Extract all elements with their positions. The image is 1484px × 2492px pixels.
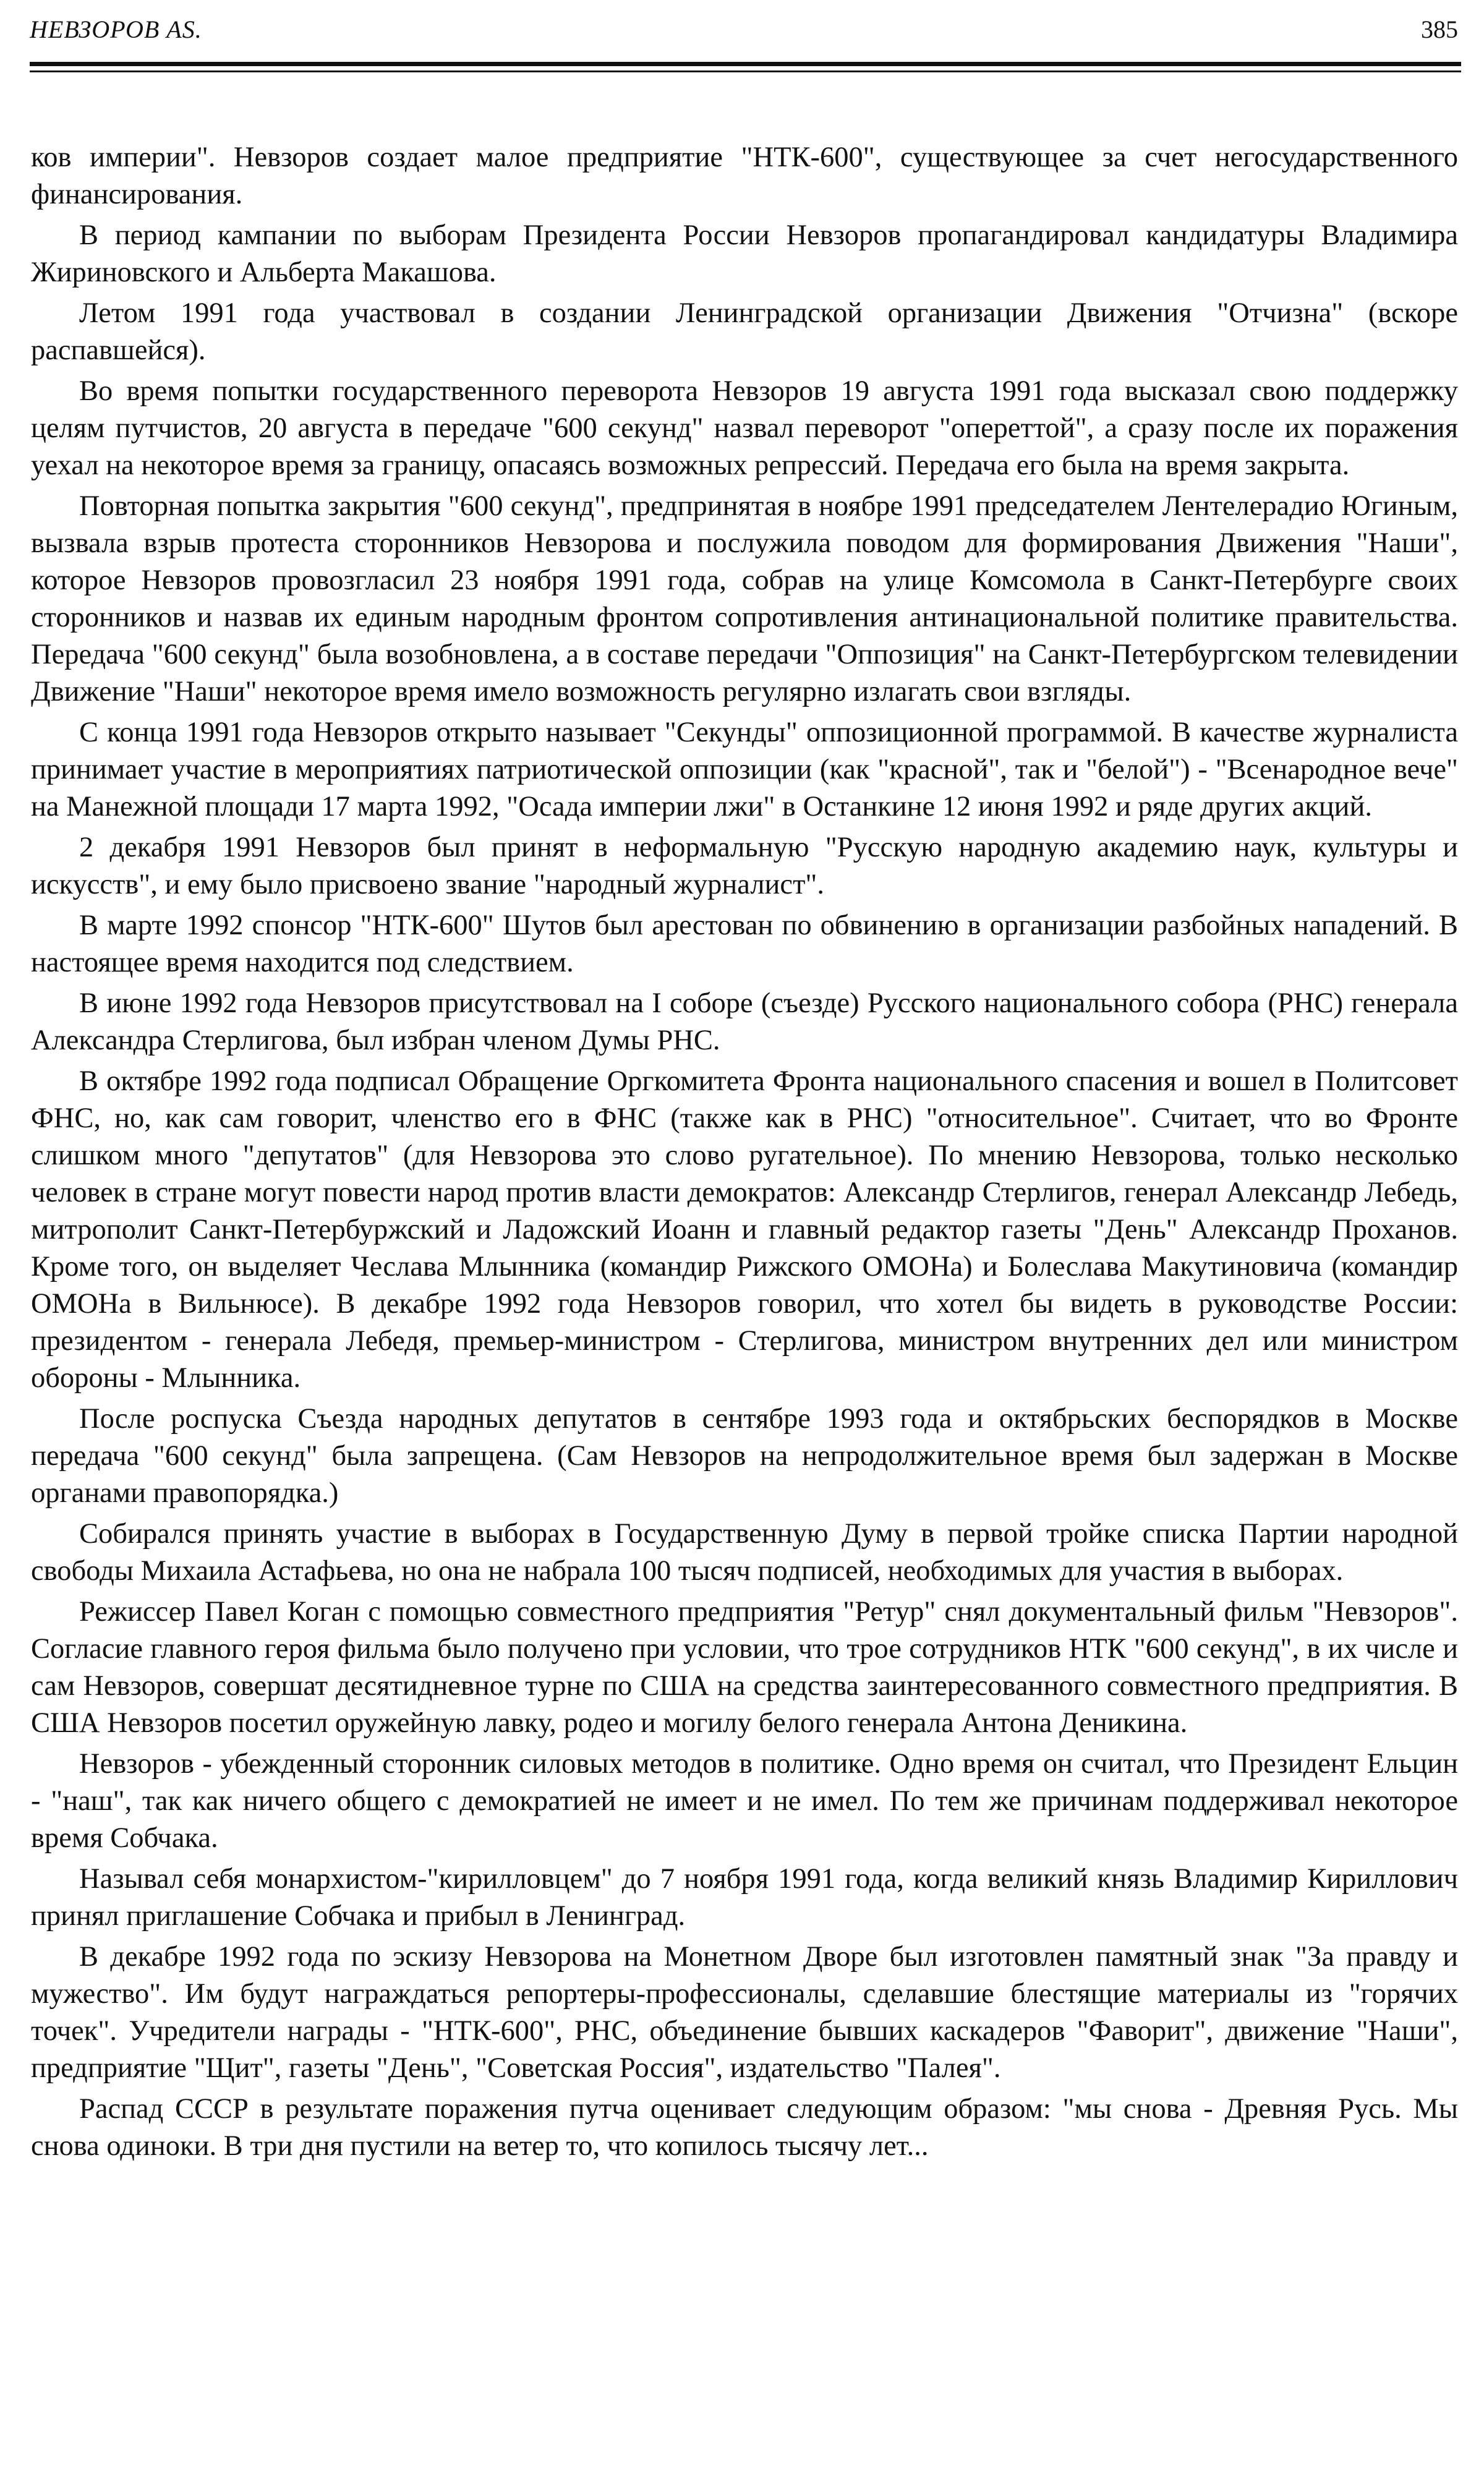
- paragraph: В июне 1992 года Невзоров присутствовал на I соборе (съезде) Русского национального собора (РНС) генерала Александра Стерлигова, был избран членом Думы РНС.: [31, 988, 1458, 1056]
- paragraph: В марте 1992 спонсор "НТК-600" Шутов был арестован по обвинению в организации разбойных нападений. В настоящее время находится под следствием.: [31, 910, 1458, 978]
- paragraph: Называл себя монархистом-"кирилловцем" до 7 ноября 1991 года, когда великий князь Владимир Кириллович принял приглашение Собчака и прибыл в Ленинград.: [31, 1863, 1458, 1932]
- header-rule-thin: [30, 70, 1461, 72]
- paragraph: Во время попытки государственного переворота Невзоров 19 августа 1991 года высказал свою поддержку целям путчистов, 20 августа в передаче "600 секунд" назвал переворот "опереттой", а сразу после их поражения уехал на некоторое время за границу, опасаясь возможных репрессий. Передача его была на время закрыта.: [31, 375, 1458, 481]
- paragraph: ков империи". Невзоров создает малое предприятие "НТК-600", существующее за счет негосударственного финансирования.: [31, 142, 1458, 210]
- body-text: [31, 139, 1458, 2169]
- paragraph: В период кампании по выборам Президента России Невзоров пропагандировал кандидатуры Владимира Жириновского и Альберта Макашова.: [31, 220, 1458, 288]
- paragraph: Повторная попытка закрытия "600 секунд", предпринятая в ноябре 1991 председателем Лентелерадио Югиным, вызвала взрыв протеста сторонников Невзорова и послужила поводом для формирования Движения "Наши", которое Невзоров провозгласил 23 ноября 1991 года, собрав на улице Комсомола в Санкт-Петербурге своих сторонников и назвав их единым народным фронтом сопротивления антинациональной политике правительства. Передача "600 секунд" была возобновлена, а в составе передачи "Оппозиция" на Санкт-Петербургском телевидении Движение "Наши" некоторое время имело возможность регулярно излагать свои взгляды.: [31, 490, 1458, 707]
- paragraph: С конца 1991 года Невзоров открыто называет "Секунды" оппозиционной программой. В качестве журналиста принимает участие в мероприятиях патриотической оппозиции (как "красной", так и "белой") - "Всенародное вече" на Манежной площади 17 марта 1992, "Осада империи лжи" в Останкине 12 июня 1992 и ряде других акций.: [31, 717, 1458, 822]
- paragraph: 2 декабря 1991 Невзоров был принят в неформальную "Русскую народную академию наук, культуры и искусств", и ему было присвоено звание "народный журналист".: [31, 832, 1458, 900]
- paragraph: Летом 1991 года участвовал в создании Ленинградской организации Движения "Отчизна" (вскоре распавшейся).: [31, 297, 1458, 366]
- running-title: НЕВЗОРОВ АS.: [30, 15, 202, 43]
- header-rule-thick: [30, 62, 1461, 66]
- running-header: [30, 15, 1458, 52]
- page-number: 385: [1421, 15, 1458, 43]
- paragraph: После роспуска Съезда народных депутатов в сентябре 1993 года и октябрьских беспорядков в Москве передача "600 секунд" была запрещена. (Сам Невзоров на непродолжительное время был задержан в Москве органами правопорядка.): [31, 1403, 1458, 1509]
- paragraph: В декабре 1992 года по эскизу Невзорова на Монетном Дворе был изготовлен памятный знак "За правду и мужество". Им будут награждаться репортеры-профессионалы, сделавшие блестящие материалы из "горячих точек". Учредители награды - "НТК-600", РНС, объединение бывших каскадеров "Фаворит", движение "Наши", предприятие "Щит", газеты "День", "Советская Россия", издательство "Палея".: [31, 1941, 1458, 2084]
- paragraph: Собирался принять участие в выборах в Государственную Думу в первой тройке списка Партии народной свободы Михаила Астафьева, но она не набрала 100 тысяч подписей, необходимых для участия в выборах.: [31, 1518, 1458, 1587]
- paragraph: Режиссер Павел Коган с помощью совместного предприятия "Ретур" снял документальный фильм "Невзоров". Согласие главного героя фильма было получено при условии, что трое сотрудников НТК "600 секунд", в их числе и сам Невзоров, совершат десятидневное турне по США на средства заинтересованного совместного предприятия. В США Невзоров посетил оружейную лавку, родео и могилу белого генерала Антона Деникина.: [31, 1596, 1458, 1739]
- paragraph: Невзоров - убежденный сторонник силовых методов в политике. Одно время он считал, что Президент Ельцин - "наш", так как ничего общего с демократией не имеет и не имел. По тем же причинам поддерживал некоторое время Собчака.: [31, 1748, 1458, 1854]
- paragraph: В октябре 1992 года подписал Обращение Оргкомитета Фронта национального спасения и вошел в Политсовет ФНС, но, как сам говорит, членство его в ФНС (также как в РНС) "относительное". Считает, что во Фронте слишком много "депутатов" (для Невзорова это слово ругательное). По мнению Невзорова, только несколько человек в стране могут повести народ против власти демократов: Александр Стерлигов, генерал Александр Лебедь, митрополит Санкт-Петербуржский и Ладожский Иоанн и главный редактор газеты "День" Александр Проханов. Кроме того, он выделяет Чеслава Млынника (командир Рижского ОМОНа) и Болеслава Макутиновича (командир ОМОНа в Вильнюсе). В декабре 1992 года Невзоров говорил, что хотел бы видеть в руководстве России: президентом - генерала Лебедя, премьер-министром - Стерлигова, министром внутренних дел или министром обороны - Млынника.: [31, 1065, 1458, 1394]
- paragraph: Распад СССР в результате поражения путча оценивает следующим образом: "мы снова - Древняя Русь. Мы снова одиноки. В три дня пустили на ветер то, что копилось тысячу лет...: [31, 2093, 1458, 2162]
